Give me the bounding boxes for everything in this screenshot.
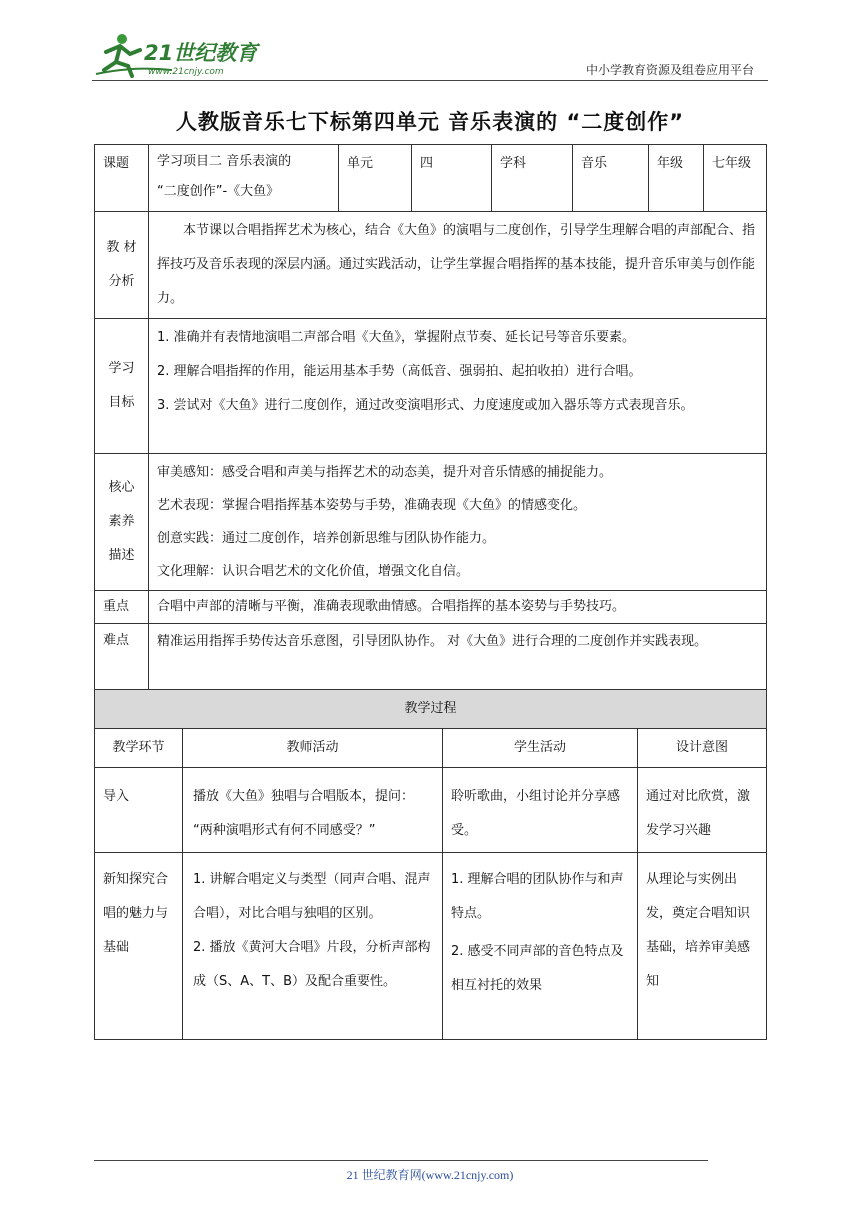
intent-cell: 通过对比欣赏，激发学习兴趣 — [638, 768, 767, 853]
subject-value: 音乐 — [573, 145, 649, 212]
goals-list — [149, 319, 767, 454]
page-title: 人教版音乐七下标第四单元 音乐表演的 “二度创作” — [175, 110, 685, 134]
stage-cell: 导入 — [95, 768, 183, 853]
table-row — [95, 768, 767, 853]
difficulty-text: 精准运用指挥手势传达音乐意图，引导团队协作。 对《大鱼》进行合理的二度创作并实践表现。 — [149, 624, 767, 693]
column-header: 教学环节 — [95, 729, 183, 768]
svg-text:www.21cnjy.com: www.21cnjy.com — [148, 67, 224, 77]
column-header: 设计意图 — [638, 729, 767, 768]
stage-cell: 新知探究合唱的魅力与基础 — [95, 853, 183, 1040]
table-row — [95, 853, 767, 1040]
teacher-cell: 1. 讲解合唱定义与类型（同声合唱、混声合唱），对比合唱与独唱的区别。 2. 播放《黄河大合唱》片段，分析声部构成（S、A、T、B）及配合重要性。 — [183, 853, 443, 1040]
analysis-text: 本节课以合唱指挥艺术为核心，结合《大鱼》的演唱与二度创作，引导学生理解合唱的声部配合、指挥技巧及音乐表现的深层内涵。通过实践活动，让学生掌握合唱指挥的基本技能，提升音乐审美与创作能力。 — [149, 212, 767, 319]
subject-label: 学科 — [492, 145, 573, 212]
core-item: 审美感知：感受合唱和声美与指挥艺术的动态美，提升对音乐情感的捕捉能力。 — [157, 465, 613, 480]
teacher-cell: 播放《大鱼》独唱与合唱版本，提问： “两种演唱形式有何不同感受？” — [183, 768, 443, 853]
intent-cell: 从理论与实例出发，奠定合唱知识基础，培养审美感知 — [638, 853, 767, 1040]
course-label: 课题 — [95, 145, 149, 212]
footer-divider — [94, 1160, 708, 1161]
core-list — [149, 454, 767, 591]
column-header: 教师活动 — [183, 729, 443, 768]
analysis-label: 教 材 分析 — [95, 212, 149, 319]
footer-link[interactable]: 21 世纪教育网(www.21cnjy.com) — [346, 1168, 514, 1182]
unit-label: 单元 — [339, 145, 412, 212]
grade-label: 年级 — [649, 145, 704, 212]
difficulty-label: 难点 — [95, 624, 149, 693]
unit-value: 四 — [412, 145, 492, 212]
student-cell: 聆听歌曲，小组讨论并分享感受。 — [443, 768, 638, 853]
core-item: 创意实践：通过二度创作，培养创新思维与团队协作能力。 — [157, 531, 496, 546]
core-item: 文化理解：认识合唱艺术的文化价值，增强文化自信。 — [157, 564, 470, 579]
platform-name: 中小学教育资源及组卷应用平台 — [585, 63, 754, 77]
svg-text:21世纪教育: 21世纪教育 — [144, 41, 258, 65]
grade-value: 七年级 — [704, 145, 767, 212]
core-label: 核心 素养 描述 — [95, 454, 149, 591]
teaching-process-table — [94, 689, 767, 1040]
key-text: 合唱中声部的清晰与平衡，准确表现歌曲情感。合唱指挥的基本姿势与手势技巧。 — [149, 591, 767, 624]
key-label: 重点 — [95, 591, 149, 624]
goal-item: 1. 准确并有表情地演唱二声部合唱《大鱼》，掌握附点节奏、延长记号等音乐要素。 — [157, 330, 636, 345]
site-logo — [92, 30, 262, 80]
core-item: 艺术表现：掌握合唱指挥基本姿势与手势，准确表现《大鱼》的情感变化。 — [157, 498, 587, 513]
goal-item: 3. 尝试对《大鱼》进行二度创作，通过改变演唱形式、力度速度或加入器乐等方式表现音乐。 — [157, 398, 694, 413]
student-cell: 1. 理解合唱的团队协作与和声特点。 2. 感受不同声部的音色特点及相互衬托的效果 — [443, 853, 638, 1040]
process-title: 教学过程 — [95, 690, 767, 729]
lesson-info-table — [94, 144, 767, 693]
course-value: 学习项目二 音乐表演的 “二度创作”-《大鱼》 — [149, 145, 339, 212]
runner-logo-icon — [92, 30, 262, 80]
column-header: 学生活动 — [443, 729, 638, 768]
header-divider — [92, 80, 768, 81]
goals-label: 学习 目标 — [95, 319, 149, 454]
goal-item: 2. 理解合唱指挥的作用，能运用基本手势（高低音、强弱拍、起拍收拍）进行合唱。 — [157, 364, 642, 379]
